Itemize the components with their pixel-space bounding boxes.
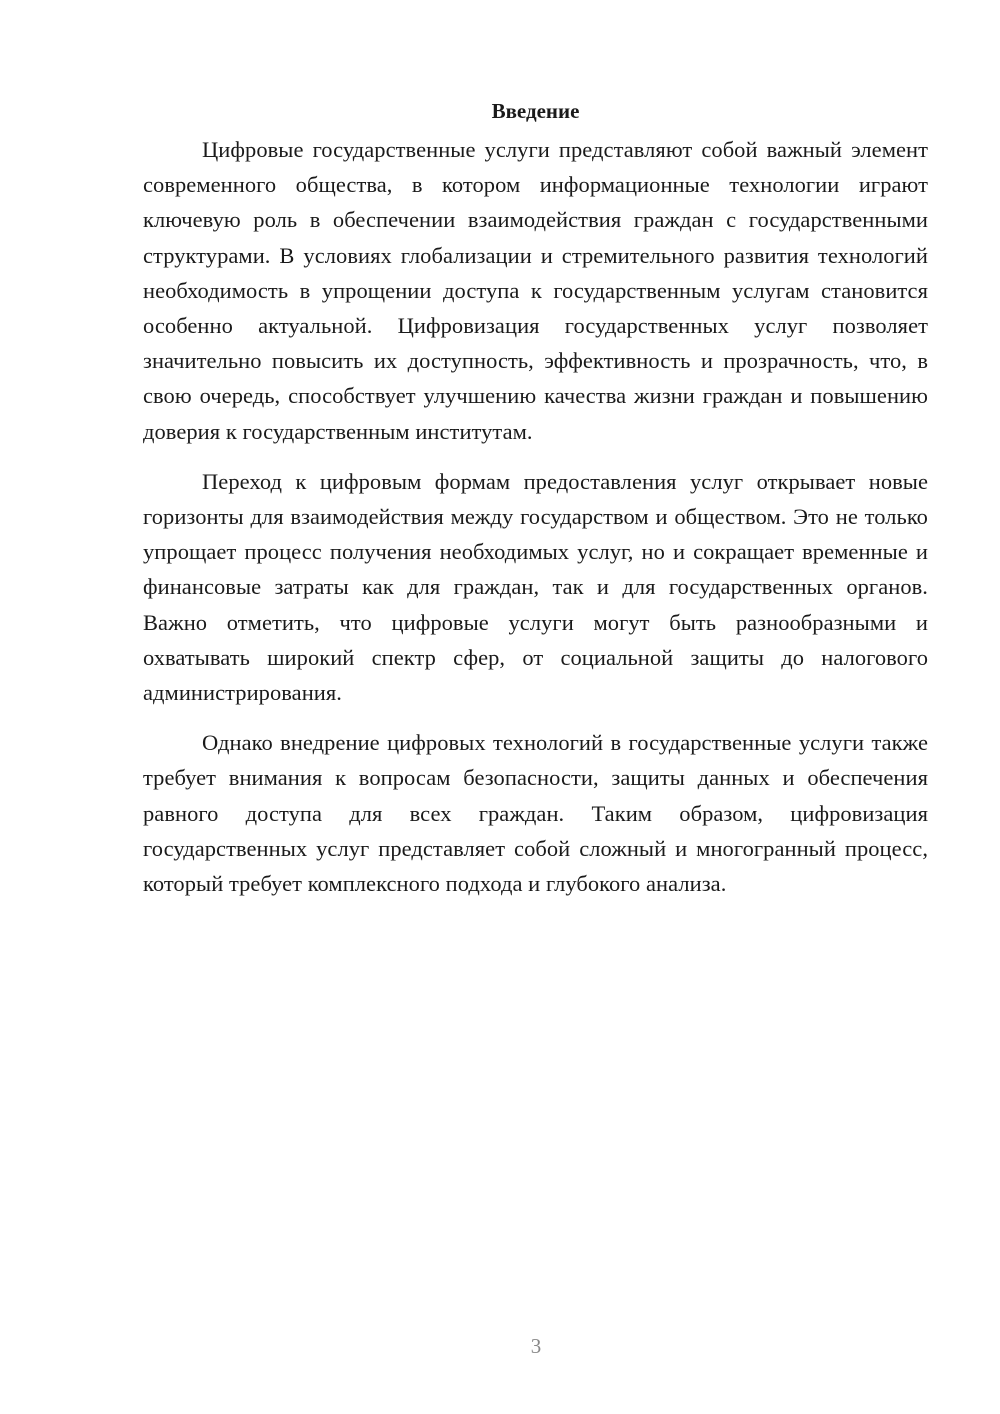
page-content — [143, 96, 928, 916]
paragraph-3: Однако внедрение цифровых технологий в государственные услуги также требует внимания к вопросам безопасности, защиты данных и обеспечения равного доступа для всех граждан. Таким образом, цифровизация государственных услуг представляет собой сложный и многогранный процесс, который требует комплексного подхода и глубокого анализа. — [143, 730, 928, 897]
paragraph-1: Цифровые государственные услуги представляют собой важный элемент современного общества, в котором информационные технологии играют ключевую роль в обеспечении взаимодействия граждан с государственными структурами. В условиях глобализации и стремительного развития технологий необходимость в упрощении доступа к государственным услугам становится особенно актуальной. Цифровизация государственных услуг позволяет значительно повысить их доступность, эффективность и прозрачность, что, в свою очередь, способствует улучшению качества жизни граждан и повышению доверия к государственным институтам. — [143, 137, 928, 444]
section-title: Введение — [491, 99, 580, 123]
page-number: 3 — [530, 1334, 542, 1358]
paragraph-2: Переход к цифровым формам предоставления услуг открывает новые горизонты для взаимодействия между государством и обществом. Это не только упрощает процесс получения необходимых услуг, но и сокращает временные и финансовые затраты как для граждан, так и для государственных органов. Важно отметить, что цифровые услуги могут быть разнообразными и охватывать широкий спектр сфер, от социальной защиты до налогового администрирования. — [143, 468, 928, 706]
